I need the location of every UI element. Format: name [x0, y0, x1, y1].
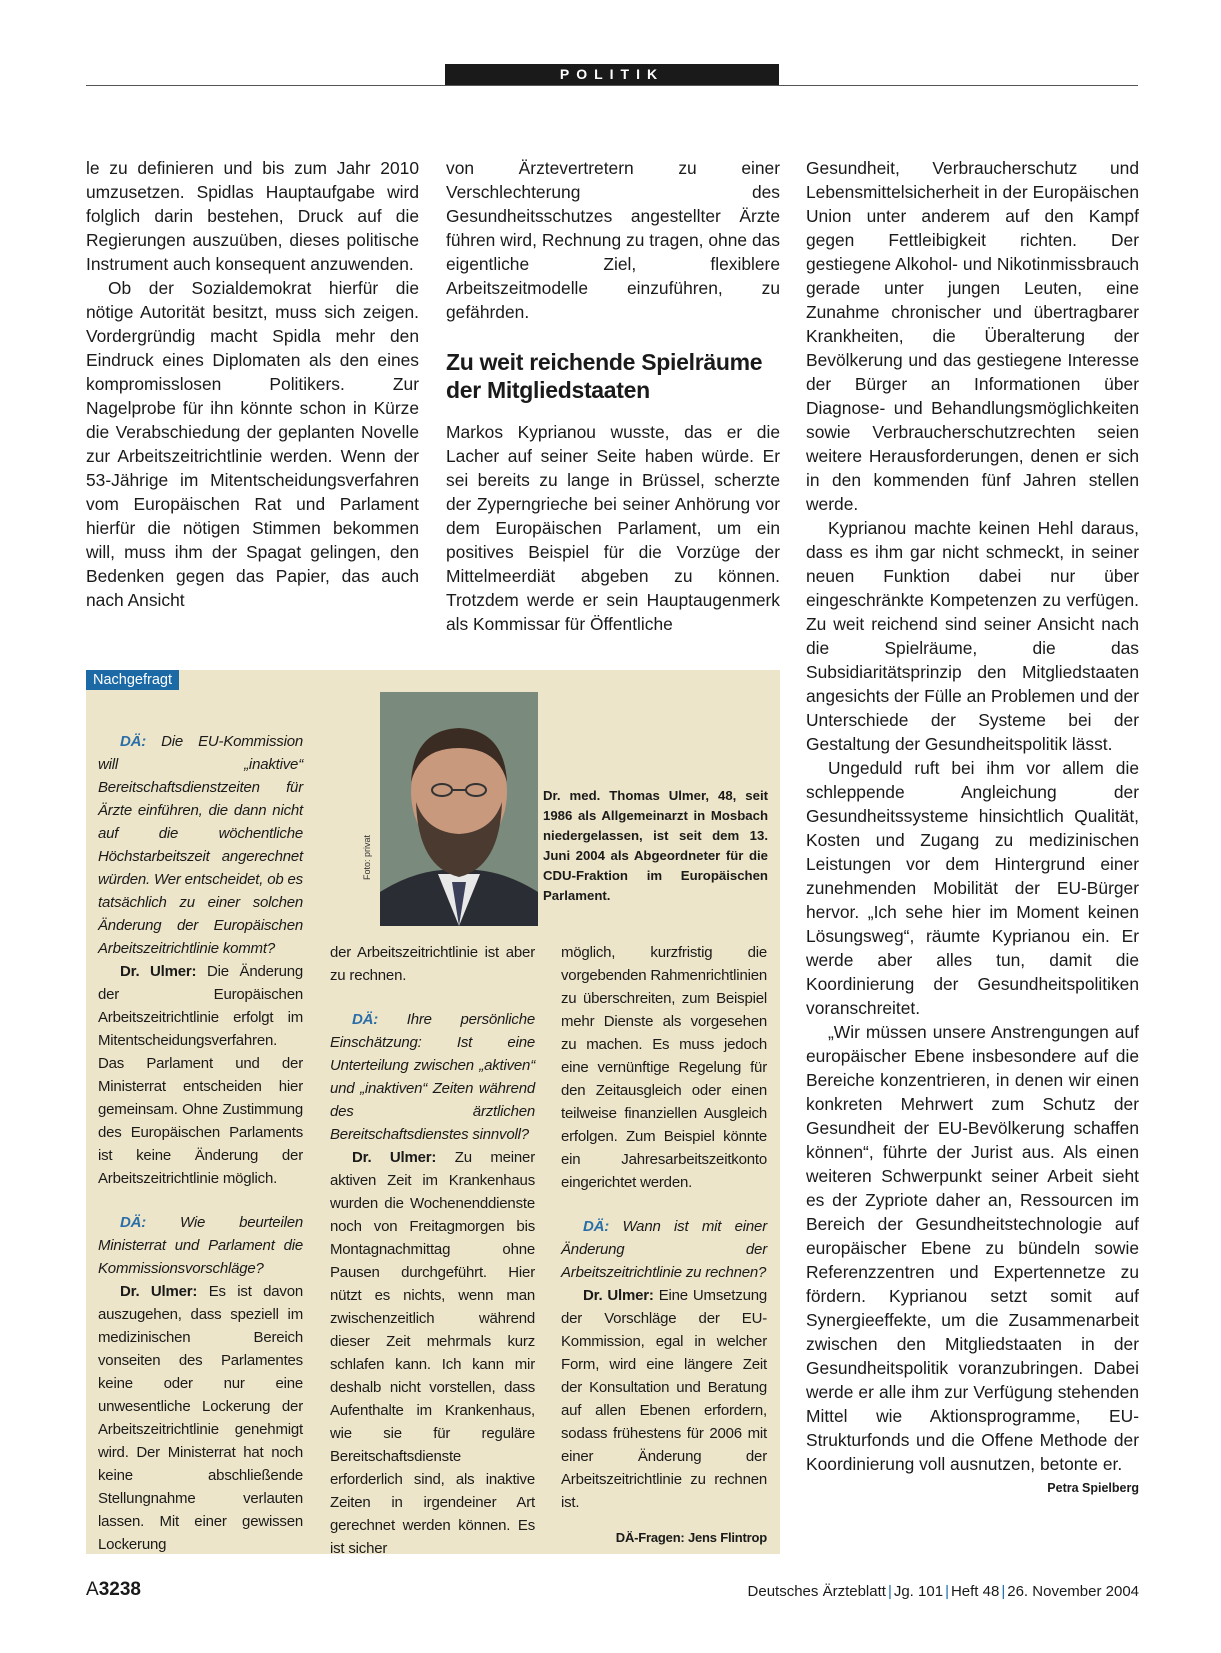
question-text: Die EU-Kommission will „inaktive“ Bereitschaftsdienstzeiten für Ärzte einführen, die dann nicht auf die wöchentliche Höchstarbeitszeit angerechnet würden. Wer entscheidet, ob es tatsächlich zu einer solchen Änderung der Europäischen Arbeitszeitrichtlinie kommt?: [98, 733, 304, 957]
answer: [98, 1280, 303, 1556]
paragraph: Markos Kyprianou wusste, das er die Lacher auf seiner Seite haben würde. Er sei bereits zu lange in Brüssel, scherzte der Zyperngrieche bei seiner Anhörung vor dem Europäischen Parlament, um ein positives Beispiel für die Vorzüge der Mittelmeerdiät abgeben zu können. Trotzdem werde er sein Hauptaugenmerk als Kommissar für Öffentliche: [446, 422, 780, 634]
page-prefix: A: [86, 1579, 99, 1600]
interview-column-2: [330, 941, 535, 1560]
separator: |: [945, 1583, 949, 1600]
question: [98, 1211, 303, 1280]
journal-issue: Heft 48: [950, 1583, 1000, 1600]
section-label: POLITIK: [445, 64, 779, 85]
paragraph: Gesundheit, Verbraucherschutz und Lebensmittelsicherheit in der Europäischen Union unter anderem auf den Kampf gegen Fettleibigkeit richten. Der gestiegene Alkohol- und Nikotinmissbrauch gerade unter jungen Leuten, eine Zunahme chronischer und übertragbarer Krankheiten, die Überalterung der Bevölkerung und das gestiegene Interesse der Bürger an Informationen über Diagnose- und Behandlungsmöglichkeiten sowie Verbraucherschutzrechten seien weitere Herausforderungen, denen er sich in den kommenden fünf Jahren stellen werde.: [806, 158, 1139, 514]
author-signature: Petra Spielberg: [1047, 1481, 1139, 1495]
question-prefix: DÄ:: [120, 1214, 147, 1231]
answer-prefix: Dr. Ulmer:: [120, 1283, 198, 1300]
journal-volume: Jg. 101: [893, 1583, 944, 1600]
answer-continued: der Arbeitszeitrichtlinie ist aber zu rechnen.: [330, 944, 535, 984]
answer-prefix: Dr. Ulmer:: [120, 963, 197, 980]
question-text: Wann ist mit einer Änderung der Arbeitszeitrichtlinie zu rechnen?: [561, 1218, 767, 1281]
page-number: [86, 1579, 141, 1601]
photo-caption: Dr. med. Thomas Ulmer, 48, seit 1986 als Allgemeinarzt in Mosbach niedergelassen, ist seit dem 13. Juni 2004 als Abgeordneter für die CDU-Fraktion im Europäischen Parlament.: [543, 788, 768, 903]
interview-column-1: [98, 730, 303, 1556]
answer-prefix: Dr. Ulmer:: [583, 1287, 654, 1304]
photo-credit: Foto: privat: [362, 834, 372, 880]
paragraph: [806, 1020, 1139, 1495]
question-prefix: DÄ:: [583, 1218, 610, 1235]
paragraph-text: „Wir müssen unsere Anstrengungen auf europäischer Ebene insbesondere auf die Bereiche konzentrieren, in denen wir einen konkreten Mehrwert zum Schutz der Gesundheit der EU-Bevölkerung schaffen können“, führte der Jurist aus. Als einen weiteren Schwerpunkt seiner Arbeit sieht es der Zypriote daher an, Ressourcen im Bereich der Gesundheitstechnologie auf europäischer Ebene zu bündeln sowie Referenzzentren und Expertennetze zu fördern. Kyprianou setzt somit auf Synergieeffekte, um die Zusammenarbeit zwischen den Mitgliedstaaten in der Gesundheitspolitik voranzubringen. Dabei werde er alle ihm zur Verfügung stehenden Mittel wie Aktionsprogramme, EU-Strukturfonds und die Offene Methode der Koordinierung voll ausnutzen, betonte er.: [806, 1022, 1139, 1474]
question-prefix: DÄ:: [352, 1011, 379, 1028]
answer-prefix: Dr. Ulmer:: [352, 1149, 437, 1166]
answer-text: Die Änderung der Europäischen Arbeitszeitrichtlinie erfolgt im Mitentscheidungsverfahren. Das Parlament und der Ministerrat entscheiden hier gemeinsam. Ohne Zustimmung des Europäischen Parlaments ist keine Änderung der Arbeitszeitrichtlinie möglich.: [98, 963, 303, 1187]
header-rule: [86, 85, 1138, 86]
answer: [330, 1146, 535, 1560]
answer-text: Zu meiner aktiven Zeit im Krankenhaus wurden die Wochenenddienste noch von Freitagmorgen bis Montagnachmittag ohne Pausen durchgeführt. Hier nützt es nichts, wenn man zwischenzeitlich während dieser Zeit mehrmals kurz schlafen kann. Ich kann mir deshalb nicht vorstellen, dass Aufenthalte im Krankenhaus, wie sie für reguläre Bereitschaftsdienste erforderlich sind, als inaktive Zeiten in irgendeiner Art gerechnet werden können. Es ist sicher: [330, 1149, 535, 1557]
journal-name: Deutsches Ärzteblatt: [747, 1583, 886, 1600]
paragraph: von Ärztevertretern zu einer Verschlechterung des Gesundheitsschutzes angestellter Ärzte führen wird, Rechnung zu tragen, ohne das eigentliche Ziel, flexiblere Arbeitszeitmodelle einzuführen, zu gefährden.: [446, 158, 780, 322]
portrait-photo: [380, 692, 538, 926]
answer: [561, 1284, 767, 1514]
portrait-icon: [380, 692, 538, 926]
interview-column-3: [561, 941, 767, 1549]
separator: |: [1001, 1583, 1006, 1600]
journal-date: 26. November 2004: [1007, 1583, 1139, 1600]
question-text: Wie beurteilen Ministerrat und Parlament die Kommissionsvorschläge?: [98, 1214, 304, 1277]
article-column-3: [806, 156, 1139, 1500]
page-number-value: 3238: [98, 1579, 141, 1600]
paragraph: Ob der Sozialdemokrat hierfür die nötige Autorität besitzt, muss sich zeigen. Vordergründig macht Spidla mehr den Eindruck eines Diplomaten als den eines kompromisslosen Politikers. Zur Nagelprobe für ihn könnte schon in Kürze die Verabschiedung der geplanten Novelle zur Arbeitszeitrichtlinie werden. Wenn der 53-Jährige im Mitentscheidungsverfahren vom Europäischen Rat und Parlament hierfür die nötigen Stimmen bekommen will, muss ihm der Spagat gelingen, den Bedenken gegen das Papier, das auch nach Ansicht: [86, 278, 419, 610]
paragraph: Ungeduld ruft bei ihm vor allem die schleppende Angleichung der Gesundheitssysteme hinsichtlich Qualität, Kosten und Zugang zu medizinischen Leistungen vor dem Hintergrund einer zunehmenden Mobilität der EU-Bürger hervor. „Ich sehe hier im Moment keinen Lösungsweg“, räumte Kyprianou ein. Er werde aber alles tun, damit die Koordinierung der Gesundheitspolitiken voranschreitet.: [806, 758, 1139, 1018]
paragraph: Kyprianou machte keinen Hehl daraus, dass es ihm gar nicht schmeckt, in seiner neuen Funktion dabei nur über eingeschränkte Kompetenzen zu verfügen. Zu weit reichend sind seiner Ansicht nach die Spielräume, die das Subsidiaritätsprinzip den Mitgliedstaaten angesichts der Fülle an Problemen und der Unterschiede der Systeme bei der Gestaltung der Gesundheitspolitik lässt.: [806, 518, 1139, 754]
answer-text: Es ist davon auszugehen, dass speziell im medizinischen Bereich vonseiten des Parlamentes keine oder nur eine unwesentliche Lockerung der Arbeitszeitrichtlinie genehmigt wird. Der Ministerrat hat noch keine abschließende Stellungnahme verlauten lassen. Mit einer gewissen Lockerung: [98, 1283, 304, 1553]
answer: [98, 960, 303, 1190]
question-text: Ihre persönliche Einschätzung: Ist eine Unterteilung zwischen „aktiven“ und „inaktiven“ Zeiten während des ärztlichen Bereitschaftsdienstes sinnvoll?: [330, 1011, 535, 1143]
answer-continued: möglich, kurzfristig die vorgebenden Rahmenrichtlinien zu überschreiten, zum Beispiel mehr Dienste als vorgesehen zu machen. Es muss jedoch eine vernünftige Regelung für den Zeitausgleich oder einen teilweise finanziellen Ausgleich erfolgen. Zum Beispiel könnte ein Jahresarbeitszeitkonto eingerichtet werden.: [561, 944, 768, 1191]
article-column-2: [446, 156, 780, 636]
interview-signature: DÄ-Fragen: Jens Flintrop: [615, 1530, 767, 1545]
question-prefix: DÄ:: [120, 733, 147, 750]
paragraph: le zu definieren und bis zum Jahr 2010 umzusetzen. Spidlas Hauptaufgabe wird folglich darin bestehen, Druck auf die Regierungen auszuüben, dieses politische Instrument auch konsequent anzuwenden.: [86, 158, 419, 274]
question: [98, 730, 303, 960]
article-column-1: [86, 156, 419, 612]
question: [330, 1008, 535, 1146]
question: [561, 1215, 767, 1284]
interview-label: Nachgefragt: [86, 670, 179, 690]
separator: |: [887, 1583, 892, 1600]
subheading: Zu weit reichende Spielräume der Mitgliedstaaten: [446, 349, 763, 403]
journal-info: [748, 1583, 1139, 1600]
answer-text: Eine Umsetzung der Vorschläge der EU-Kommission, egal in welcher Form, wird eine längere Zeit der Konsultation und Beratung auf allen Ebenen erfordern, sodass frühestens für 2006 mit einer Änderung der Arbeitszeitrichtlinie zu rechnen ist.: [561, 1287, 767, 1511]
